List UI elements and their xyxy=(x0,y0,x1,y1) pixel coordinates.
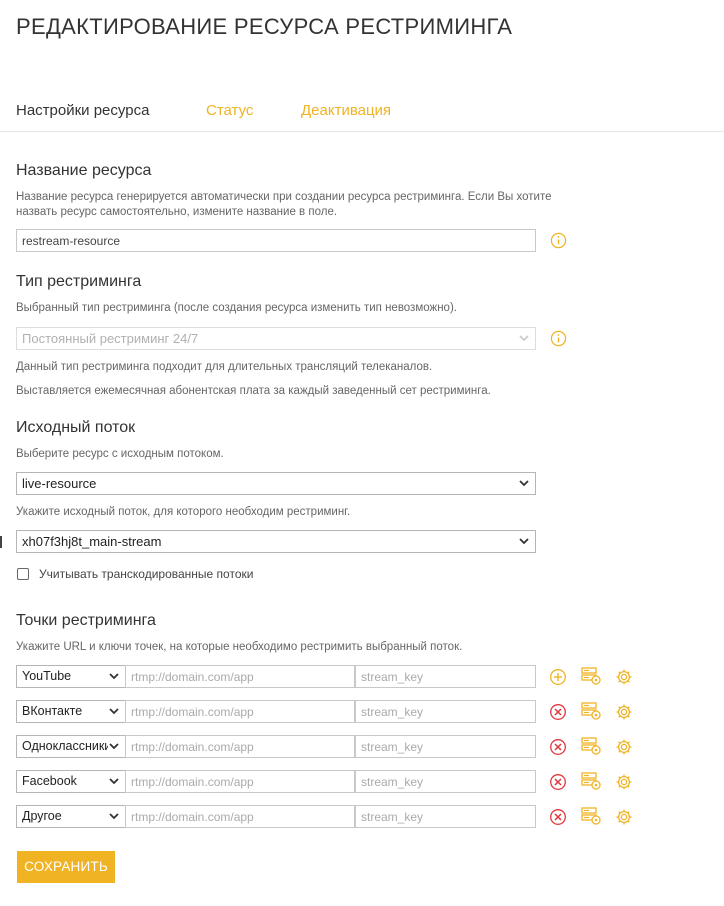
source-resource-value: live-resource xyxy=(22,476,97,491)
tab-deactivation[interactable]: Деактивация xyxy=(301,102,392,119)
platform-select[interactable] xyxy=(16,700,126,723)
points-heading: Точки рестриминга xyxy=(16,612,156,629)
save-button[interactable]: СОХРАНИТЬ xyxy=(17,851,115,883)
server-settings-icon[interactable] xyxy=(581,772,601,790)
chevron-down-icon xyxy=(518,535,530,547)
platform-select[interactable] xyxy=(16,665,126,688)
chevron-down-icon xyxy=(108,775,120,787)
gear-icon[interactable] xyxy=(615,808,633,826)
remove-circle-icon[interactable] xyxy=(549,703,567,721)
chevron-down-icon xyxy=(108,670,120,682)
transcoded-checkbox[interactable] xyxy=(17,568,29,580)
resource-name-input[interactable] xyxy=(16,229,536,252)
page-title: РЕДАКТИРОВАНИЕ РЕСУРСА РЕСТРИМИНГА xyxy=(16,14,513,39)
tabs-bar xyxy=(0,100,724,132)
platform-select-value: Facebook xyxy=(22,774,77,788)
source-stream-hint: Укажите исходный поток, для которого необходим рестриминг. xyxy=(16,506,351,518)
stream-url-input[interactable] xyxy=(125,665,355,688)
server-settings-icon[interactable] xyxy=(581,702,601,720)
chevron-down-icon xyxy=(518,477,530,489)
platform-select-value: Другое xyxy=(22,809,62,823)
server-settings-icon[interactable] xyxy=(581,807,601,825)
stream-key-input[interactable] xyxy=(355,700,536,723)
gear-icon[interactable] xyxy=(615,668,633,686)
platform-select[interactable] xyxy=(16,770,126,793)
server-settings-icon[interactable] xyxy=(581,737,601,755)
server-settings-icon[interactable] xyxy=(581,667,601,685)
source-stream-value: xh07f3hj8t_main-stream xyxy=(22,534,162,549)
platform-select[interactable] xyxy=(16,805,126,828)
chevron-down-icon xyxy=(108,740,120,752)
gear-icon[interactable] xyxy=(615,738,633,756)
info-icon[interactable] xyxy=(550,232,567,249)
chevron-down-icon xyxy=(108,810,120,822)
stream-url-input[interactable] xyxy=(125,805,355,828)
restream-type-note-2: Выставляется ежемесячная абонентская плата за каждый заведенный сет рестриминга. xyxy=(16,385,491,397)
platform-select-value: Одноклассники xyxy=(22,739,112,753)
scroll-edge-marker xyxy=(0,536,2,548)
source-resource-select[interactable] xyxy=(16,472,536,495)
remove-circle-icon[interactable] xyxy=(549,773,567,791)
stream-url-input[interactable] xyxy=(125,735,355,758)
points-hint: Укажите URL и ключи точек, на которые необходимо рестримить выбранный поток. xyxy=(16,641,463,653)
restream-type-select xyxy=(16,327,536,350)
stream-url-input[interactable] xyxy=(125,700,355,723)
platform-select-value: YouTube xyxy=(22,669,72,683)
remove-circle-icon[interactable] xyxy=(549,808,567,826)
chevron-down-icon xyxy=(108,705,120,717)
stream-key-input[interactable] xyxy=(355,665,536,688)
stream-key-input[interactable] xyxy=(355,770,536,793)
stream-key-input[interactable] xyxy=(355,735,536,758)
gear-icon[interactable] xyxy=(615,773,633,791)
resource-name-hint: Название ресурса генерируется автоматически при создании ресурса рестриминга. Если Вы хотите назвать ресурс самостоятельно, измените название в поле. xyxy=(16,191,552,218)
platform-select[interactable] xyxy=(16,735,126,758)
tab-status[interactable]: Статус xyxy=(206,102,254,119)
stream-url-input[interactable] xyxy=(125,770,355,793)
restream-type-value: Постоянный рестриминг 24/7 xyxy=(22,331,199,346)
info-icon[interactable] xyxy=(550,330,567,347)
add-circle-icon[interactable] xyxy=(549,668,567,686)
restream-type-heading: Тип рестриминга xyxy=(16,273,142,290)
resource-name-heading: Название ресурса xyxy=(16,162,152,179)
restream-type-note-1: Данный тип рестриминга подходит для длительных трансляций телеканалов. xyxy=(16,361,433,373)
stream-key-input[interactable] xyxy=(355,805,536,828)
gear-icon[interactable] xyxy=(615,703,633,721)
restream-type-hint: Выбранный тип рестриминга (после создания ресурса изменить тип невозможно). xyxy=(16,302,457,314)
platform-select-value: ВКонтакте xyxy=(22,704,83,718)
source-stream-heading: Исходный поток xyxy=(16,419,136,436)
source-resource-hint: Выберите ресурс с исходным потоком. xyxy=(16,448,224,460)
transcoded-checkbox-label: Учитывать транскодированные потоки xyxy=(39,567,254,581)
source-stream-select[interactable] xyxy=(16,530,536,553)
chevron-down-icon xyxy=(518,332,530,344)
tab-settings[interactable]: Настройки ресурса xyxy=(16,102,150,119)
remove-circle-icon[interactable] xyxy=(549,738,567,756)
